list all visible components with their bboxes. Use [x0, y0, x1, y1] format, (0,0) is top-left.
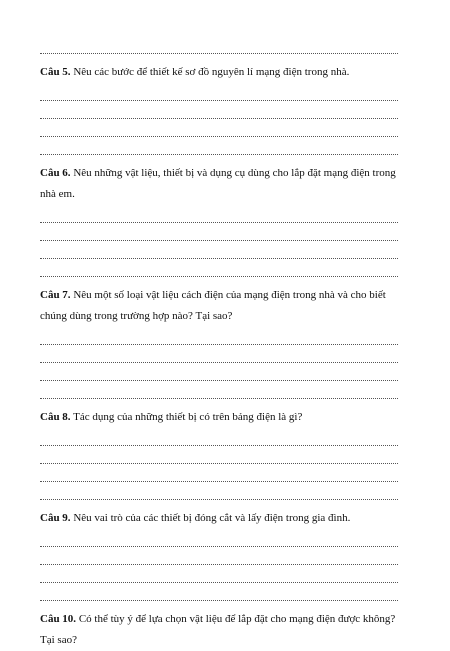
question-text: Nêu các bước để thiết kế sơ đồ nguyên lí mạng điện trong nhà.	[70, 66, 350, 78]
answer-line[interactable]	[40, 583, 398, 601]
question-number: Câu 10.	[40, 613, 77, 625]
answer-line[interactable]	[40, 119, 398, 137]
question-5	[40, 62, 398, 83]
answer-line[interactable]	[40, 428, 398, 446]
question-number: Câu 8.	[40, 411, 71, 423]
answer-line[interactable]	[40, 83, 398, 101]
answer-line[interactable]	[40, 259, 398, 277]
answer-line[interactable]	[40, 327, 398, 345]
question-6	[40, 163, 398, 205]
question-number: Câu 7.	[40, 289, 71, 301]
answer-line[interactable]	[40, 529, 398, 547]
question-number: Câu 9.	[40, 512, 71, 524]
answer-line[interactable]	[40, 137, 398, 155]
question-list	[40, 62, 398, 651]
answer-line	[40, 40, 398, 54]
question-text: Tác dụng của những thiết bị có trên bảng điện là gì?	[70, 411, 303, 423]
answer-line[interactable]	[40, 464, 398, 482]
question-10	[40, 609, 398, 651]
answer-line[interactable]	[40, 345, 398, 363]
answer-line[interactable]	[40, 363, 398, 381]
answer-line[interactable]	[40, 223, 398, 241]
answer-line[interactable]	[40, 482, 398, 500]
question-text: Nêu vai trò của các thiết bị đóng cắt và lấy điện trong gia đình.	[70, 512, 351, 524]
answer-line[interactable]	[40, 565, 398, 583]
answer-line[interactable]	[40, 381, 398, 399]
answer-line[interactable]	[40, 205, 398, 223]
question-number: Câu 6.	[40, 167, 71, 179]
question-8	[40, 407, 398, 428]
worksheet-content	[40, 40, 398, 651]
question-text: Nêu những vật liệu, thiết bị và dụng cụ dùng cho lắp đặt mạng điện trong nhà em.	[40, 167, 396, 200]
answer-line[interactable]	[40, 547, 398, 565]
question-number: Câu 5.	[40, 66, 71, 78]
question-text: Có thể tùy ý để lựa chọn vật liệu để lắp đặt cho mạng điện được không? Tại sao?	[40, 613, 396, 646]
question-9	[40, 508, 398, 529]
answer-line[interactable]	[40, 446, 398, 464]
question-text: Nêu một số loại vật liệu cách điện của mạng điện trong nhà và cho biết chúng dùng trong trường hợp nào? Tại sao?	[40, 289, 386, 322]
question-7	[40, 285, 398, 327]
answer-line[interactable]	[40, 101, 398, 119]
answer-line[interactable]	[40, 241, 398, 259]
